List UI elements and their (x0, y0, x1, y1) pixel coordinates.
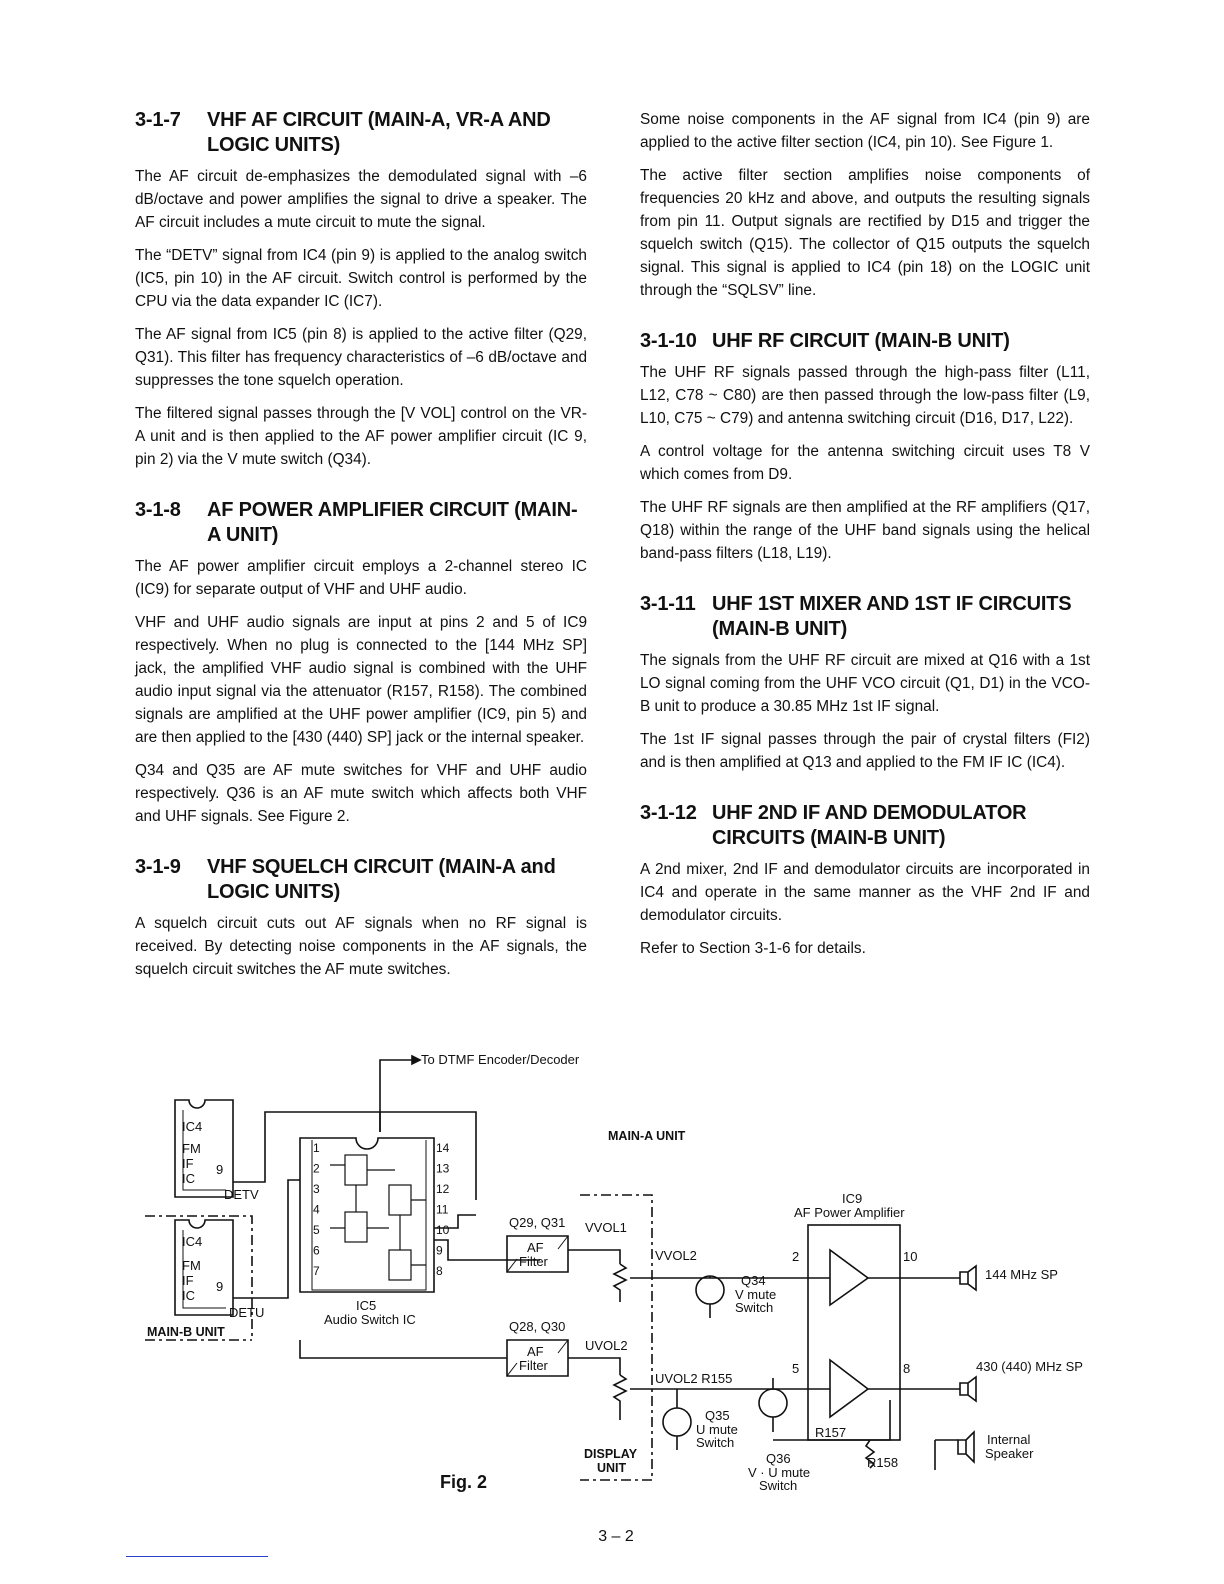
label-dtmf: To DTMF Encoder/Decoder (421, 1052, 580, 1067)
label-fm-upper: FM (182, 1141, 201, 1156)
ic5-pin-label: 8 (436, 1264, 443, 1278)
q34-transistor (696, 1276, 724, 1304)
paragraph: Some noise components in the AF signal from IC4 (pin 9) are applied to the active filter section (IC4, pin 10). See Figure 1. (640, 111, 1090, 151)
sp144-jack (960, 1266, 976, 1290)
label-uvol2-r155: UVOL2 R155 (655, 1371, 733, 1386)
figure-caption: Fig. 2 (440, 1472, 488, 1492)
label-main-a-unit: MAIN-A UNIT (608, 1129, 686, 1143)
label-q35: Q35 (705, 1408, 730, 1423)
ic9-outline (808, 1225, 900, 1440)
label-u-mute: U mute (696, 1422, 738, 1437)
paragraph: Q34 and Q35 are AF mute switches for VHF and UHF audio respectively. Q36 is an AF mute switch which affects both VHF and UHF signals. See Figure 2. (135, 762, 587, 825)
section-heading (135, 855, 587, 905)
label-display: DISPLAY (584, 1447, 638, 1461)
label-if-lower: IF (182, 1273, 194, 1288)
paragraph: A squelch circuit cuts out AF signals when no RF signal is received. By detecting noise components in the AF signals, the squelch circuit switches the AF mute switches. (135, 915, 587, 978)
section-number: 3-1-8 (135, 499, 181, 521)
label-q34: Q34 (741, 1273, 766, 1288)
ic5-pin-label: 10 (436, 1223, 450, 1237)
label-q28-q30: Q28, Q30 (509, 1319, 566, 1334)
label-filter-uhf: Filter (519, 1358, 548, 1373)
section-number: 3-1-12 (640, 802, 697, 824)
dtmf-wire (380, 1060, 418, 1132)
ic5-pin-label: 11 (436, 1202, 449, 1217)
label-q36: Q36 (766, 1451, 791, 1466)
label-filter-vhf: Filter (519, 1254, 548, 1269)
section-3-1-10 (640, 329, 1090, 565)
q35-transistor (663, 1408, 691, 1436)
label-pin2: 2 (792, 1249, 800, 1264)
label-r158: R158 (867, 1455, 899, 1470)
ic5-pin-label: 7 (313, 1264, 320, 1278)
ic5-pin-label: 6 (313, 1243, 320, 1258)
section-3-1-12 (640, 801, 1090, 960)
detu-wire (252, 1180, 300, 1298)
internal-speaker (958, 1432, 974, 1462)
section-number: 3-1-11 (640, 593, 696, 615)
paragraph: The “DETV” signal from IC4 (pin 9) is applied to the analog switch (IC5, pin 10) in the AF circuit. Switch control is performed by the CPU via the data expander IC (IC7). (135, 247, 587, 310)
section-heading (640, 329, 1090, 354)
ic5-pin-label: 2 (313, 1161, 320, 1176)
section-title: VHF SQUELCH CIRCUIT (MAIN-A and LOGIC UNITS) (207, 856, 556, 903)
label-pin5: 5 (792, 1361, 800, 1376)
label-switch-q36: Switch (759, 1478, 798, 1493)
label-ic5-desc: Audio Switch IC (324, 1312, 416, 1327)
label-ic5: IC5 (356, 1298, 377, 1313)
ic5-pin-label: 5 (313, 1223, 320, 1237)
section-heading (135, 108, 587, 158)
section-number: 3-1-9 (135, 856, 181, 878)
paragraph: The AF circuit de-emphasizes the demodulated signal with –6 dB/octave and power amplifies the signal to drive a speaker. The AF circuit includes a mute circuit to mute the signal. (135, 168, 587, 231)
label-pin9-lower: 9 (216, 1279, 224, 1294)
vvol-pot (614, 1264, 626, 1302)
section-heading (640, 592, 1090, 642)
paragraph: The active filter section amplifies noise components of frequencies 20 kHz and above, and outputs the resulting signals from pin 11. Output signals are rectified by D15 and trigger the squelch switch (Q15). The collector of Q15 outputs the squelch signal. This signal is applied to IC4 (pin 18) on the LOGIC unit through the “SQLSV” line. (640, 167, 1090, 299)
label-pin9-upper: 9 (216, 1162, 224, 1177)
ic5-pin-label: 13 (436, 1161, 450, 1176)
ic5-to-uhf-filter (300, 1340, 507, 1358)
label-pin10: 10 (903, 1249, 918, 1264)
label-af-vhf: AF (527, 1240, 544, 1255)
section-3-1-9 (135, 855, 587, 981)
label-q29-q31: Q29, Q31 (509, 1215, 566, 1230)
ic5-pin-label: 3 (313, 1182, 320, 1196)
label-vvol1: VVOL1 (585, 1220, 627, 1235)
label-ic-upper: IC (182, 1171, 195, 1186)
ic5-pins-left (313, 1141, 320, 1278)
paragraph: Refer to Section 3-1-6 for details. (640, 940, 866, 957)
dtmf-arrow (412, 1056, 420, 1064)
page-number: 3 – 2 (598, 1528, 634, 1545)
label-switch-q35: Switch (696, 1435, 735, 1450)
section-number: 3-1-10 (640, 330, 697, 352)
label-ic4-upper: IC4 (182, 1119, 203, 1134)
figure-2-schematic (0, 1040, 1224, 1510)
section-title: UHF RF CIRCUIT (MAIN-B UNIT) (712, 330, 1010, 352)
label-v-mute: V mute (735, 1287, 777, 1302)
section-number: 3-1-7 (135, 109, 181, 131)
paragraph: VHF and UHF audio signals are input at pins 2 and 5 of IC9 respectively. When no plug is connected to the [144 MHz SP] jack, the amplified VHF audio signal is combined with the UHF audio input signal via the attenuator (R157, R158). The combined signals are amplified at the UHF power amplifier (IC9, pin 5) and are then applied to the [430 (440) SP] jack or the internal speaker. (135, 614, 587, 746)
label-fm-lower: FM (182, 1258, 201, 1273)
ic5-pin-label: 4 (313, 1202, 320, 1217)
label-detu: DETU (229, 1305, 265, 1320)
ic5-pin-label: 12 (436, 1182, 450, 1196)
paragraph: The filtered signal passes through the [V VOL] control on the VR-A unit and is then applied to the AF power amplifier circuit (IC 9, pin 2) via the V mute switch (Q34). (135, 405, 587, 468)
label-uvol2: UVOL2 (585, 1338, 628, 1353)
ic5-pin-label: 9 (436, 1243, 443, 1258)
paragraph: The signals from the UHF RF circuit are mixed at Q16 with a 1st LO signal coming from the UHF VCO circuit (Q1, D1) in the VCO-B unit to produce a 30.85 MHz 1st IF signal. (640, 652, 1090, 715)
section-title: AF POWER AMPLIFIER CIRCUIT (MAIN-A UNIT) (207, 499, 578, 546)
section-heading (640, 801, 1090, 851)
label-ic4-lower: IC4 (182, 1234, 203, 1249)
section-title: UHF 1ST MIXER AND 1ST IF CIRCUITS (MAIN-B UNIT) (712, 593, 1072, 640)
label-switch-q34: Switch (735, 1300, 774, 1315)
section-3-1-8 (135, 498, 587, 828)
footer-rule (126, 1556, 268, 1557)
label-main-b-unit: MAIN-B UNIT (147, 1325, 225, 1339)
uhf-amp (830, 1360, 868, 1417)
amp-outputs (868, 1278, 960, 1389)
right-intro (640, 108, 1090, 302)
label-sp430: 430 (440) MHz SP (976, 1359, 1083, 1374)
label-ic-lower: IC (182, 1288, 195, 1303)
vhf-amp (830, 1250, 868, 1305)
label-detv: DETV (224, 1187, 259, 1202)
section-3-1-7 (135, 108, 587, 471)
sp430-jack (960, 1377, 976, 1401)
section-title: UHF 2ND IF AND DEMODULATOR CIRCUITS (MAIN-B UNIT) (712, 802, 1027, 849)
uvol-pot (614, 1375, 626, 1420)
paragraph: A 2nd mixer, 2nd IF and demodulator circuits are incorporated in IC4 and operate in the same manner as the VHF 2nd IF and demodulator circuits. (640, 861, 1090, 924)
paragraph: The UHF RF signals are then amplified at the RF amplifiers (Q17, Q18) within the range of the UHF band signals using the helical band-pass filters (L18, L19). (640, 499, 1090, 562)
ic5-pin-label: 1 (313, 1141, 320, 1155)
label-internal: Internal (987, 1432, 1031, 1447)
label-vu-mute: V · U mute (748, 1465, 811, 1480)
left-column (135, 108, 587, 991)
label-unit: UNIT (597, 1461, 627, 1475)
paragraph: The 1st IF signal passes through the pair of crystal filters (FI2) and is then amplified at Q13 and applied to the FM IF IC (IC4). (640, 731, 1090, 771)
section-3-1-11 (640, 592, 1090, 774)
section-heading (135, 498, 587, 548)
paragraph: The UHF RF signals passed through the high-pass filter (L11, L12, C78 ~ C80) are then passed through the low-pass filter (L9, L10, C75 ~ C79) and antenna switching circuit (D16, D17, L22). (640, 364, 1090, 427)
label-vvol2: VVOL2 (655, 1248, 697, 1263)
q36-transistor (759, 1389, 787, 1417)
section-title: VHF AF CIRCUIT (MAIN-A, VR-A AND LOGIC UNITS) (207, 109, 551, 156)
label-ic9: IC9 (842, 1191, 863, 1206)
right-column (640, 108, 1090, 970)
label-ic9-desc: AF Power Amplifier (794, 1205, 905, 1220)
label-if-upper: IF (182, 1156, 194, 1171)
label-sp144: 144 MHz SP (985, 1267, 1058, 1282)
ic5-pin-label: 14 (436, 1141, 450, 1155)
label-r157: R157 (815, 1425, 847, 1440)
label-speaker: Speaker (985, 1446, 1034, 1461)
label-af-uhf: AF (527, 1344, 544, 1359)
paragraph: The AF signal from IC5 (pin 8) is applied to the active filter (Q29, Q31). This filter has frequency characteristics of –6 dB/octave and suppresses the tone squelch operation. (135, 326, 587, 389)
paragraph: The AF power amplifier circuit employs a 2-channel stereo IC (IC9) for separate output of VHF and UHF audio. (135, 558, 587, 598)
paragraph: A control voltage for the antenna switching circuit uses T8 V which comes from D9. (640, 443, 1090, 483)
label-pin8: 8 (903, 1361, 911, 1376)
